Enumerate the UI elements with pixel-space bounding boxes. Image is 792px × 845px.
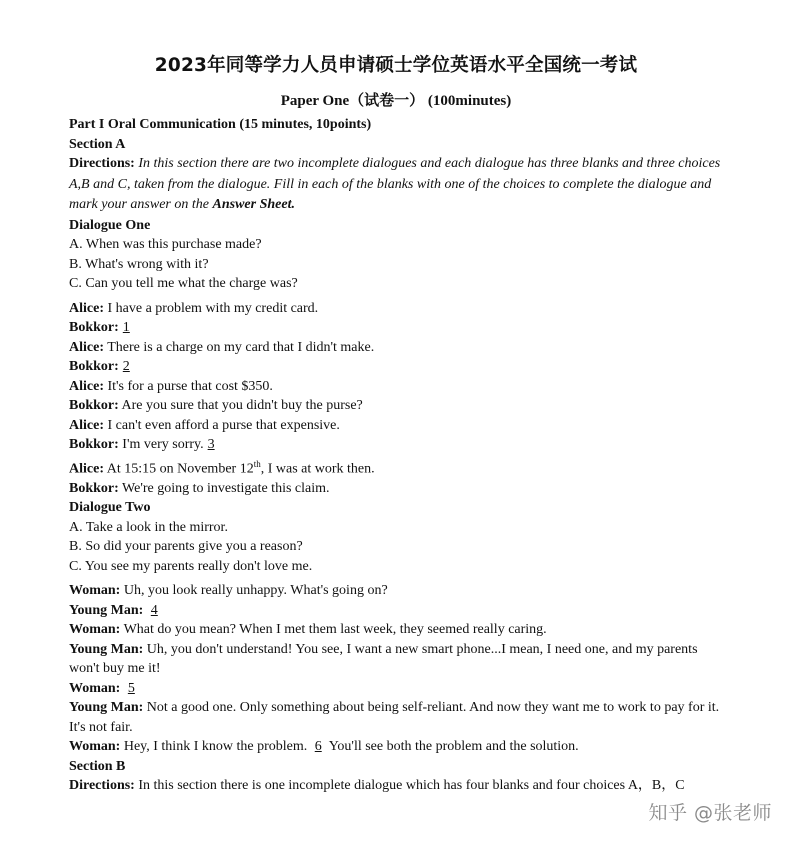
dialogue-line (69, 737, 724, 757)
choice-item: B. So did your parents give you a reason? (69, 539, 303, 555)
dialogue-line (69, 679, 724, 699)
dialogue-line (69, 640, 724, 679)
line-text-end: You'll see both the problem and the solution. (325, 739, 579, 755)
speaker-label: Woman: (69, 739, 121, 755)
answer-blank: 4 (150, 602, 158, 618)
directions-text: In this section there is one incomplete dialogue which has four blanks and four choices A，B，C (134, 778, 685, 794)
line-text: I'm very sorry. (118, 437, 204, 452)
dialogue-line (69, 318, 724, 338)
section-b-heading: Section B (69, 758, 126, 774)
exam-content (69, 115, 724, 796)
dialogue-one-choices (69, 235, 724, 294)
dialogue-line (69, 601, 724, 621)
line-text: I can't even afford a purse that expensive. (103, 417, 340, 433)
speaker-label: Young Man: (69, 641, 144, 657)
line-text: It's for a purse that cost $350. (103, 378, 273, 394)
dialogue-one-lines (69, 299, 724, 455)
speaker-label: Bokkor: (69, 437, 119, 452)
dialogue-line (69, 581, 724, 601)
section-a-directions (69, 154, 724, 216)
line-text: Uh, you look really unhappy. What's going on? (120, 583, 388, 599)
line-text: What do you mean? When I met them last week, they seemed really caring. (120, 622, 547, 638)
speaker-label: Woman: (69, 680, 121, 696)
answer-sheet-label: Answer Sheet (212, 197, 292, 212)
line-text: I have a problem with my credit card. (103, 300, 319, 316)
dialogue-line (69, 435, 724, 455)
answer-blank: 5 (127, 680, 135, 696)
line-text: Hey, I think I know the problem. (120, 739, 311, 755)
dialogue-line (69, 416, 724, 436)
exam-title: 2023年同等学力人员申请硕士学位英语水平全国统一考试 (154, 55, 638, 76)
answer-blank: 1 (122, 320, 130, 335)
line-text: Not a good one. Only something about being self-reliant. And now they want me to work to pay for it. It's not fair. (69, 700, 720, 735)
dialogue-two-heading: Dialogue Two (69, 500, 151, 516)
dialogue-line (69, 357, 724, 377)
dialogue-line (69, 377, 724, 397)
choice-item: C. Can you tell me what the charge was? (69, 276, 298, 291)
speaker-label: Alice: (69, 417, 104, 433)
section-a-heading: Section A (69, 136, 126, 152)
paper-subtitle: Paper One（试卷一） (100minutes) (280, 93, 512, 109)
directions-text: In this section there are two incomplete dialogues and each dialogue has three blanks and three choices A,B and C, taken from the dialogue. Fill in each of the blanks with one of the choices to complete the dialogue and mark your answer on the (69, 156, 721, 212)
ordinal-suffix: th (253, 458, 261, 469)
speaker-label: Woman: (69, 622, 121, 638)
speaker-label: Alice: (69, 300, 104, 316)
dialogue-line (69, 338, 724, 358)
watermark: 知乎 @张老师 (648, 802, 772, 824)
speaker-label: Bokkor: (69, 320, 119, 335)
dialogue-line (69, 698, 724, 737)
directions-label: Directions: (69, 778, 135, 794)
speaker-label: Young Man: (69, 700, 144, 716)
directions-label: Directions: (69, 156, 135, 171)
dialogue-line (69, 479, 724, 499)
line-text-end: , I was at work then. (260, 461, 375, 477)
choice-item: B. What's wrong with it? (69, 256, 209, 272)
line-text: We're going to investigate this claim. (118, 480, 330, 496)
speaker-label: Bokkor: (69, 398, 119, 413)
speaker-label: Alice: (69, 378, 104, 394)
speaker-label: Bokkor: (69, 359, 119, 374)
speaker-label: Alice: (69, 339, 104, 355)
answer-blank: 6 (314, 739, 322, 755)
line-text: Are you sure that you didn't buy the purse? (118, 398, 363, 413)
line-text: There is a charge on my card that I didn't make. (103, 339, 375, 355)
dialogue-one-heading: Dialogue One (69, 217, 151, 233)
line-text: Uh, you don't understand! You see, I want a new smart phone...I mean, I need one, and my parents won't buy me it! (69, 641, 698, 677)
section-b-directions (69, 776, 724, 796)
dialogue-line (69, 396, 724, 416)
dialogue-two-choices (69, 518, 724, 577)
answer-blank: 2 (122, 359, 130, 374)
speaker-label: Young Man: (69, 602, 144, 618)
part-heading: Part I Oral Communication (15 minutes, 10points) (69, 117, 372, 132)
speaker-label: Woman: (69, 583, 121, 599)
directions-end: . (291, 197, 295, 212)
speaker-label: Alice: (69, 461, 104, 477)
answer-blank: 3 (207, 437, 215, 452)
choice-item: A. When was this purchase made? (69, 237, 262, 252)
dialogue-line (69, 620, 724, 640)
speaker-label: Bokkor: (69, 480, 119, 496)
dialogue-line (69, 299, 724, 319)
choice-item: C. You see my parents really don't love me. (69, 558, 313, 574)
choice-item: A. Take a look in the mirror. (69, 519, 228, 535)
dialogue-line (69, 455, 724, 479)
dialogue-two-lines (69, 581, 724, 757)
line-text: At 15:15 on November 12 (103, 461, 254, 477)
